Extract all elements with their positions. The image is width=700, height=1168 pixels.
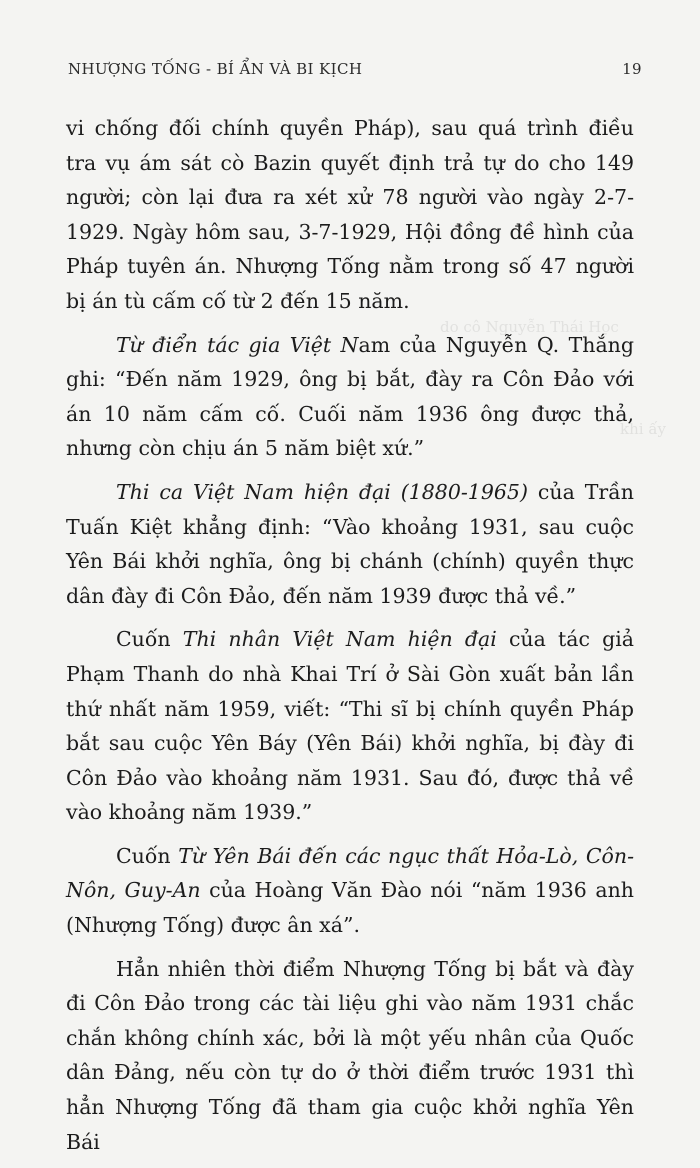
paragraph bbox=[66, 839, 634, 943]
text-run: của tác giả Phạm Thanh do nhà Khai Trí ở Sài Gòn xuất bản lần thứ nhất năm 1959, viết: “Thi sĩ bị chính quyền Pháp bắt sau cuộc Yên Báy (Yên Bái) khởi nghĩa, bị đày đi Côn Đảo vào khoảng năm 1931. Sau đó, được thả về vào khoảng năm 1939.” bbox=[66, 627, 635, 825]
italic-title-run: Từ điển tác gia Việt N bbox=[116, 332, 359, 357]
text-run: am của Nguyễn Q. Thắng ghi: “Đến năm 1929, ông bị bắt, đày ra Côn Đảo với án 10 năm cấm cố. Cuối năm 1936 ông được thả, nhưng còn chịu án 5 năm biệt xứ.” bbox=[66, 332, 634, 461]
paragraph bbox=[66, 952, 634, 1160]
show-through-text: do cô Nguyễn Thái Học bbox=[440, 318, 619, 336]
running-title: NHƯỢNG TỐNG - BÍ ẨN VÀ BI KỊCH bbox=[68, 60, 363, 78]
italic-title-run: Thi nhân Việt Nam hiện đại bbox=[182, 627, 497, 652]
text-run: Hẳn nhiên thời điểm Nhượng Tống bị bắt và đày đi Côn Đảo trong các tài liệu ghi vào năm 1931 chắc chắn không chính xác, bởi là một yếu nhân của Quốc dân Đảng, nếu còn tự do ở thời điểm trước 1931 thì hẳn Nhượng Tống đã tham gia cuộc khởi nghĩa Yên Bái bbox=[66, 956, 634, 1154]
text-run: Cuốn bbox=[116, 627, 183, 652]
text-run: của Trần Tuấn Kiệt khẳng định: “Vào khoảng 1931, sau cuộc Yên Bái khởi nghĩa, ông bị chánh (chính) quyền thực dân đày đi Côn Đảo, đến năm 1939 được thả về.” bbox=[66, 479, 634, 608]
paragraph bbox=[66, 622, 634, 830]
paragraph bbox=[66, 328, 634, 466]
italic-title-run: Từ Yên Bái đến các ngục thất Hỏa-Lò, Côn-Nôn, Guy-An bbox=[66, 843, 634, 903]
paragraph bbox=[66, 111, 634, 319]
show-through-text: khi ấy bbox=[620, 420, 666, 438]
italic-title-run: Thi ca Việt Nam hiện đại (1880-1965) bbox=[116, 479, 528, 504]
page-number: 19 bbox=[622, 60, 642, 78]
text-run: Cuốn bbox=[116, 843, 179, 868]
body-text bbox=[66, 111, 634, 1168]
text-run: vi chống đối chính quyền Pháp), sau quá trình điều tra vụ ám sát cò Bazin quyết định trả tự do cho 149 người; còn lại đưa ra xét xử 78 người vào ngày 2-7-1929. Ngày hôm sau, 3-7-1929, Hội đồng đề hình của Pháp tuyên án. Nhượng Tống nằm trong số 47 người bị án tù cấm cố từ 2 đến 15 năm. bbox=[66, 116, 634, 313]
running-header bbox=[68, 60, 642, 78]
paragraph bbox=[66, 475, 634, 613]
text-run: của Hoàng Văn Đào nói “năm 1936 anh (Nhượng Tống) được ân xá”. bbox=[66, 878, 634, 938]
